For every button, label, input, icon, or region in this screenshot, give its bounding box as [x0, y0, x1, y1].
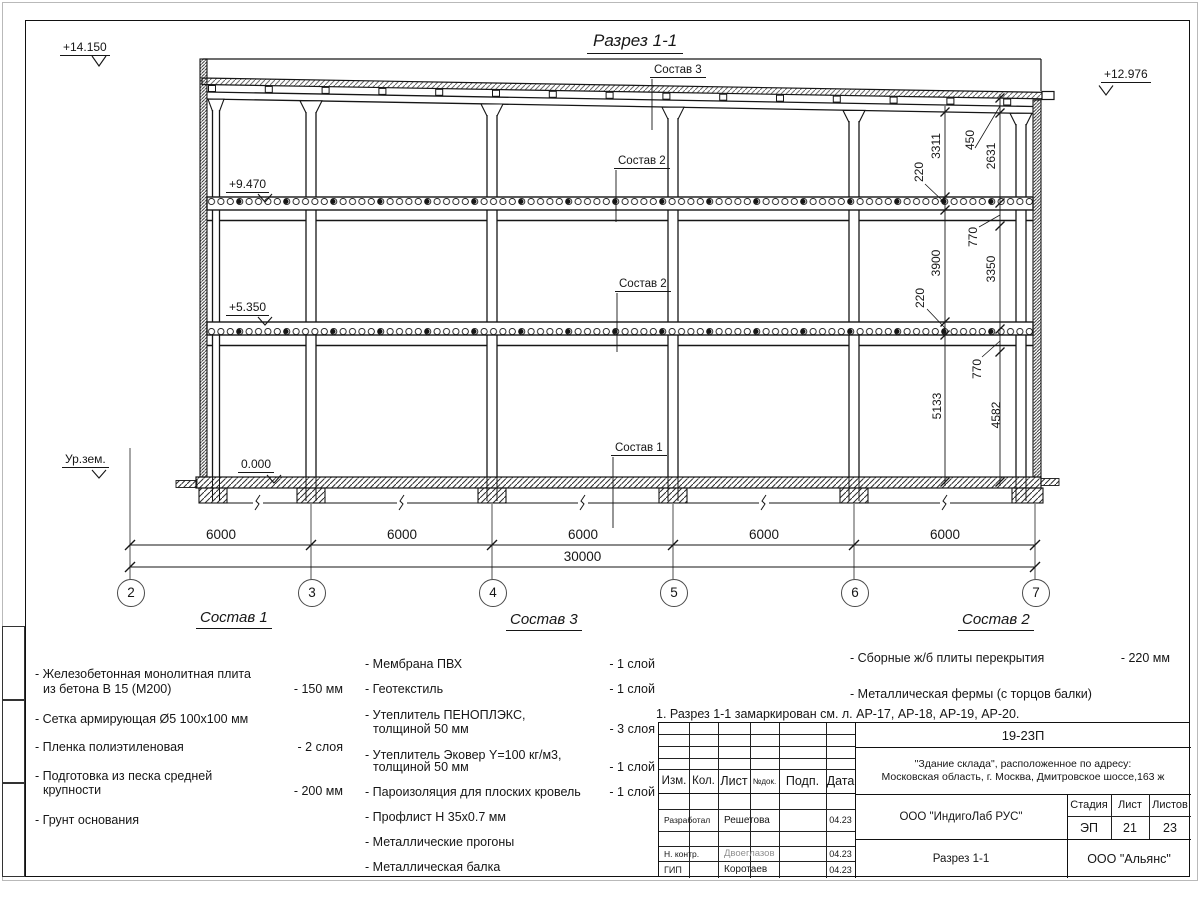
- drawing-note: 1. Разрез 1-1 замаркирован см. л. АР-17, АР-18, АР-19, АР-20.: [656, 707, 1020, 721]
- dim-4582: 4582: [989, 401, 1003, 429]
- grid-bubble-7: 7: [1022, 579, 1050, 607]
- stage-value: ЭП: [1080, 820, 1098, 835]
- sheet-number: 21: [1123, 820, 1137, 835]
- sostav1-list: - Железобетонная монолитная плита из бетона В 15 (М200) - 150 мм - Сетка армирующая Ø5 100х100 мм - Пленка полиэтиленовая - 2 слоя - Подготовка из песка средней крупности - 200 мм - Грунт основания: [35, 667, 343, 827]
- list-header-sostav3: Состав 3: [506, 611, 582, 631]
- col-header-podp: Подп.: [785, 774, 820, 788]
- dim-5133: 5133: [930, 392, 944, 420]
- grid-bubble-4: 4: [479, 579, 507, 607]
- design-org: ООО "ИндигоЛаб РУС": [899, 810, 1023, 823]
- dim-3350: 3350: [984, 255, 998, 283]
- dim-220-lower: 220: [913, 287, 927, 309]
- signer-role: Разработал: [664, 815, 711, 825]
- section-title: Разрез 1-1: [587, 31, 683, 54]
- right-wall: [1033, 100, 1041, 477]
- ground-slab: [176, 477, 1059, 488]
- signer-role: Н. контр.: [664, 848, 700, 859]
- sheets-label: Листов: [1152, 799, 1188, 811]
- grid-bubble-3: 3: [298, 579, 326, 607]
- ground-level-label: Ур.зем.: [62, 452, 109, 468]
- signer-name: Коротаев: [724, 864, 768, 875]
- dim-bay-3: 6000: [567, 527, 599, 542]
- level-mark-top: +14.150: [60, 40, 110, 56]
- document-code: 19-23П: [1001, 727, 1045, 743]
- grid-bubble-2: 2: [117, 579, 145, 607]
- dim-bay-2: 6000: [386, 527, 418, 542]
- dim-220-upper: 220: [912, 161, 926, 183]
- stage-label: Стадия: [1070, 799, 1108, 811]
- dim-3311: 3311: [929, 133, 943, 159]
- sheets-total: 23: [1163, 820, 1177, 835]
- level-mark-5350: +5.350: [226, 300, 269, 316]
- level-mark-roof: +12.976: [1101, 67, 1151, 83]
- callout-sostav2-lower: Состав 2: [615, 278, 671, 292]
- dim-450: 450: [963, 129, 977, 151]
- dim-770-upper: 770: [966, 226, 980, 248]
- foundation-baseline: [199, 495, 1043, 510]
- foundations: [199, 488, 1043, 503]
- dim-bay-5: 6000: [929, 527, 961, 542]
- sheet-label: Лист: [1118, 799, 1142, 811]
- col-header-ndok: №док.: [752, 776, 777, 786]
- level-arrows: [92, 56, 1113, 483]
- dim-total: 30000: [563, 549, 602, 564]
- level-mark-9470: +9.470: [226, 177, 269, 193]
- signer-date: 04.23: [829, 864, 852, 875]
- list-header-sostav2: Состав 2: [958, 611, 1034, 631]
- roof-end-cap: [1042, 92, 1054, 100]
- drawing-name: Разрез 1-1: [932, 852, 990, 865]
- callout-sostav2-upper: Состав 2: [614, 155, 670, 169]
- col-header-izm: Изм.: [661, 775, 687, 787]
- callout-leaders: [613, 79, 652, 528]
- callout-sostav3: Состав 3: [650, 64, 706, 78]
- col-header-data: Дата: [826, 774, 855, 788]
- floor-slab-5350: [207, 322, 1033, 335]
- left-wall: [200, 59, 207, 477]
- level-mark-zero: 0.000: [238, 457, 274, 473]
- dim-770-lower: 770: [970, 358, 984, 380]
- dim-bay-1: 6000: [205, 527, 237, 542]
- signer-role: ГИП: [664, 864, 682, 875]
- grid-bubble-5: 5: [660, 579, 688, 607]
- callout-sostav1: Состав 1: [611, 442, 667, 456]
- dim-3900: 3900: [929, 249, 943, 277]
- dim-bay-4: 6000: [748, 527, 780, 542]
- signer-name: Решетова: [724, 814, 770, 826]
- list-header-sostav1: Состав 1: [196, 609, 272, 629]
- dim-2631: 2631: [984, 142, 998, 170]
- contractor-org: ООО "Альянс": [1087, 851, 1171, 866]
- col-header-list: Лист: [720, 774, 748, 788]
- grid-bubble-6: 6: [841, 579, 869, 607]
- col-header-kol: Кол.: [692, 775, 715, 787]
- signer-date: 04.23: [829, 848, 852, 859]
- sostav2-list: - Сборные ж/б плиты перекрытия - 220 мм - Металлическая фермы (с торцов балки): [850, 651, 1170, 701]
- floor-slab-9470: [207, 197, 1033, 210]
- title-block: [658, 722, 1190, 877]
- signer-date: 04.23: [829, 815, 852, 825]
- project-address: "Здание склада", расположенное по адресу: Московская область, г. Москва, Дмитровское шоссе,163 ж: [881, 757, 1165, 783]
- signer-name: Двоеглазов: [724, 848, 775, 859]
- sostav3-list: - Мембрана ПВХ - 1 слой - Геотекстиль - 1 слой - Утеплитель ПЕНОПЛЭКС, толщиной 50 мм - 3 слоя - Утеплитель Эковер Y=100 кг/м3, толщиной 50 мм - 1 слой - Пароизоляция для плоских кровель - 1 слой - Профлист Н 35х0.7 мм - Металлические прогоны - Металлическая балка: [365, 657, 655, 874]
